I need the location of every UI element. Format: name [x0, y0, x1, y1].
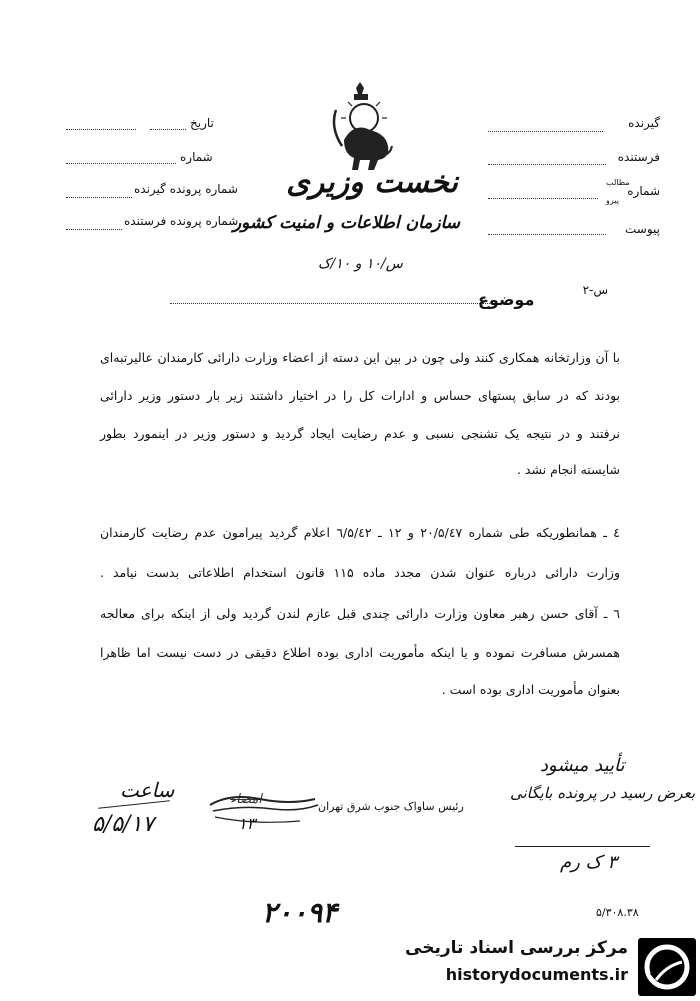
signature-scribble-icon [205, 785, 325, 830]
date-dots-long [66, 128, 136, 130]
handwritten-approval: تأیید میشود [540, 755, 625, 776]
number-label-left: شماره [180, 150, 213, 164]
sender-dots [488, 163, 606, 165]
handwritten-date: ۵/۵/۱۷ [92, 812, 155, 837]
attachment-dots [488, 233, 606, 235]
recipient-file-label: شماره پرونده گیرنده [134, 182, 238, 196]
body-line-1: با آن وزارتخانه همکاری کنند ولی چون در بین این دسته از اعضاء وزارت دارائی کارمندان عالیرتبه‌ای [100, 350, 620, 365]
attachment-label: پیوست [625, 222, 660, 236]
recipient-label: گیرنده [628, 116, 660, 130]
signature-number: ۱۳ [238, 814, 256, 833]
number-dots-left [66, 162, 176, 164]
body-line-3: نرفتند و در نتیجه یک تشنجی نسبی و عدم رضایت ایجاد گردید و دستور وزیر در اینمورد بطور [100, 426, 620, 441]
body-line-8: همسرش مسافرت نموده و یا اینکه مأموریت اداری بوده اطلاع دقیقی در دست نیست اما ظاهرا [100, 645, 620, 660]
signatory-title: رئیس ساواک جنوب شرق تهران [318, 800, 464, 813]
letterhead-code: س/۱۰ و ۱۰/ک [318, 256, 403, 272]
body-line-7: ٦ ـ آقای حسن رهبر معاون وزارت دارائی چندی قبل عازم لندن گردید ولی از اینکه برای معالجه [100, 606, 620, 621]
recipient-file-dots [66, 196, 132, 198]
document-code: ۵/۳۰۸.۳۸ [596, 906, 639, 919]
sender-file-label: شماره پرونده فرستنده [124, 214, 239, 228]
letterhead-title: نخست وزیری [286, 165, 458, 200]
sender-file-dots [66, 228, 122, 230]
body-line-2: بودند که در سابق پستهای حساس و ادارات کل را در اختیار داشتند زیر بار دستور وزیر دارائی [100, 388, 620, 403]
number-note-bottom: پیرو [606, 196, 619, 205]
archive-logo-icon [638, 938, 696, 996]
crossed-signature: امضاء [230, 792, 262, 807]
body-line-6: وزارت دارائی درباره عنوان شدن مجدد ماده ۱۱۵ قانون استخدام اطلاعاتی بدست نیامد . [100, 565, 620, 580]
subject-dots [170, 302, 492, 304]
body-line-4: شایسته انجام نشد . [516, 462, 620, 477]
archive-website: historydocuments.ir [445, 965, 628, 984]
handwritten-time: ساعت [120, 778, 175, 802]
note-underline [515, 846, 650, 847]
recipient-dots [488, 130, 603, 132]
body-line-9: بعنوان مأموریت اداری بوده است . [441, 682, 620, 697]
handwritten-document-number: ۲۰۰۹۴ [262, 896, 338, 929]
date-label: تاریخ [190, 116, 214, 130]
subject-ref: س-۲ [582, 283, 608, 297]
date-dots-short [150, 128, 186, 130]
sender-label: فرستنده [617, 150, 660, 164]
number-dots-right [488, 197, 598, 199]
number-label-right: شماره [627, 184, 660, 198]
archive-center-name: مرکز بررسی اسناد تاریخی [405, 938, 628, 958]
letterhead-subtitle: سازمان اطلاعات و امنیت کشور [232, 213, 460, 233]
subject-label: موضوع [478, 290, 535, 309]
body-line-5: ٤ ـ همانطوریکه طی شماره ۲۰/۵/٤۷ و ۱۲ ـ ٦/۵/٤۲ اعلام گردید پیرامون عدم رضایت کارمندان [100, 525, 620, 540]
handwritten-note: بعرض رسید در پرونده بایگانی [510, 784, 696, 802]
archive-watermark [405, 932, 700, 1001]
handwritten-initials: ۳ ک رم [560, 852, 618, 873]
number-note-top: مطالب [606, 178, 630, 187]
